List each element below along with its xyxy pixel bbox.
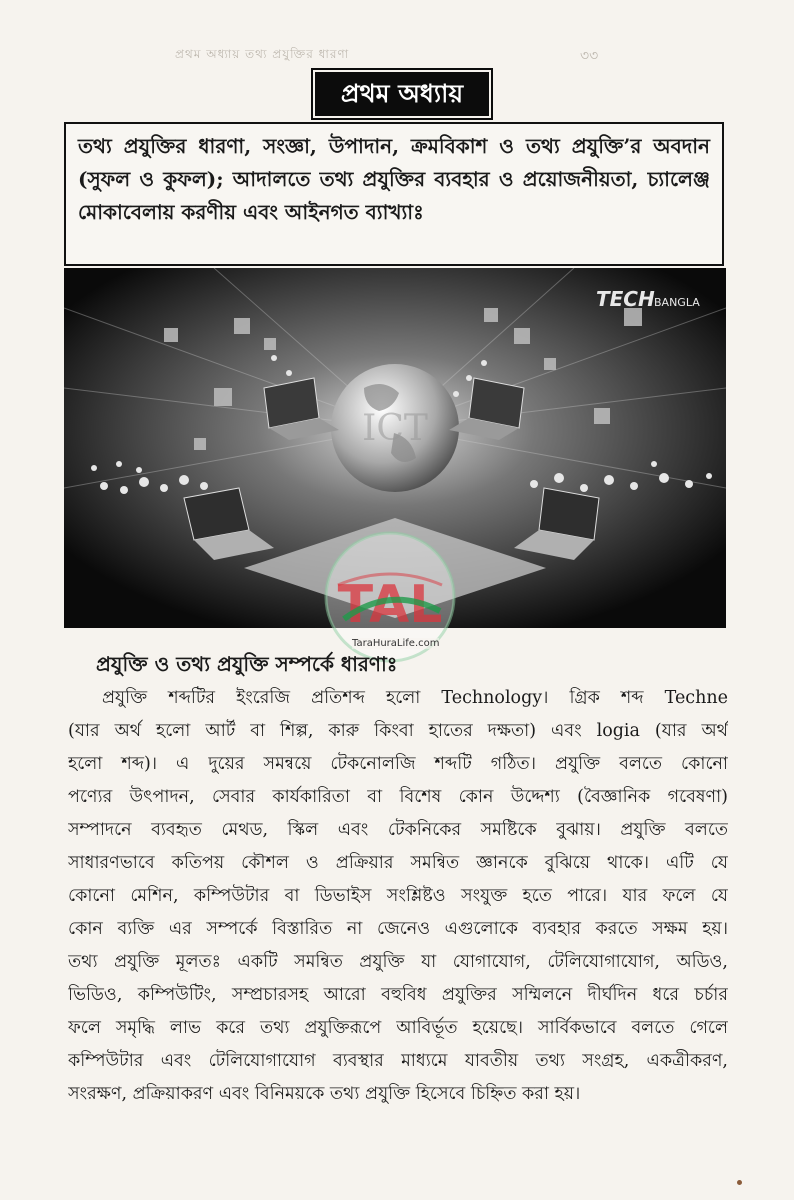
body-line: (যার অর্থ হলো আর্ট বা শিল্প, কারু কিংবা হাতের দক্ষতা) এবং logia (যার অর্থ bbox=[68, 721, 728, 741]
page-header bbox=[0, 38, 794, 68]
body-line: কম্পিউটার এবং টেলিযোগাযোগ ব্যবস্থার মাধ্যমে যাবতীয় তথ্য সংগ্রহ, একত্রীকরণ, bbox=[68, 1051, 728, 1071]
techbangla-logo-sub: BANGLA bbox=[654, 296, 700, 309]
body-line: সম্পাদনে ব্যবহৃত মেথড, স্কিল এবং টেকনিকের সমষ্টিকে বুঝায়। প্রযুক্তি বলতে bbox=[68, 820, 728, 840]
paper-speck bbox=[737, 1180, 742, 1185]
page-number: ৩৩ bbox=[580, 48, 599, 64]
body-line: ভিডিও, কম্পিউটিং, সম্প্রচারসহ আরো বহুবিধ প্রযুক্তির সম্মিলনে দীর্ঘদিন ধরে চর্চার bbox=[68, 985, 728, 1005]
body-line: তথ্য প্রযুক্তি মূলতঃ একটি সমন্বিত প্রযুক্তি যা যোগাযোগ, টেলিযোগাযোগ, অডিও, bbox=[68, 952, 728, 972]
body-line: প্রযুক্তি শব্দটির ইংরেজি প্রতিশব্দ হলো Technology। গ্রিক শব্দ Techne bbox=[102, 688, 728, 708]
techbangla-logo: TECH bbox=[596, 287, 655, 311]
body-line: কোন ব্যক্তি এর সম্পর্কে বিস্তারিত না জেনেও এগুলোকে ব্যবহার করতে সক্ষম হয়। bbox=[68, 919, 728, 939]
body-line: সংরক্ষণ, প্রক্রিয়াকরণ এবং বিনিময়কে তথ্য প্রযুক্তি হিসেবে চিহ্নিত করা হয়। bbox=[68, 1084, 581, 1104]
body-paragraph bbox=[68, 682, 728, 1111]
section-heading: প্রযুক্তি ও তথ্য প্রযুক্তি সম্পর্কে ধারণাঃ bbox=[96, 652, 398, 676]
running-header: প্রথম অধ্যায় তথ্য প্রযুক্তির ধারণা bbox=[175, 47, 350, 61]
body-line: ফলে সমৃদ্ধি লাভ করে তথ্য প্রযুক্তিরূপে আবির্ভূত হয়েছে। সার্বিকভাবে বলতে গেলে bbox=[68, 1018, 728, 1038]
chapter-title: প্রথম অধ্যায় bbox=[315, 72, 489, 116]
body-line: কোনো মেশিন, কম্পিউটার বা ডিভাইস সংশ্লিষ্টও সংযুক্ত হতে পারে। যার ফলে যে bbox=[68, 886, 728, 906]
watermark-url: TaraHuraLife.com bbox=[352, 638, 440, 649]
body-line: হলো শব্দ)। এ দুয়ের সমন্বয়ে টেকনোলজি শব্দটি গঠিত। প্রযুক্তি বলতে কোনো bbox=[68, 754, 728, 774]
watermark-logo-text: TAL bbox=[337, 575, 443, 635]
topic-box: তথ্য প্রযুক্তির ধারণা, সংজ্ঞা, উপাদান, ক্রমবিকাশ ও তথ্য প্রযুক্তি’র অবদান (সুফল ও কুফল); আদালতে তথ্য প্রযুক্তির ব্যবহার ও প্রয়োজনীয়তা, চ্যালেঞ্জ মোকাবেলায় করণীয় এবং আইনগত ব্যাখ্যাঃ bbox=[64, 122, 724, 266]
ict-watermark-text: ICT bbox=[362, 408, 428, 449]
body-line: সাধারণভাবে কতিপয় কৌশল ও প্রক্রিয়ার সমন্বিত জ্ঞানকে বুঝিয়ে থাকে। এটি যে bbox=[68, 853, 728, 873]
body-line: পণ্যের উৎপাদন, সেবার কার্যকারিতা বা বিশেষ কোন উদ্দেশ্য (বৈজ্ঞানিক গবেষণা) bbox=[68, 787, 728, 807]
